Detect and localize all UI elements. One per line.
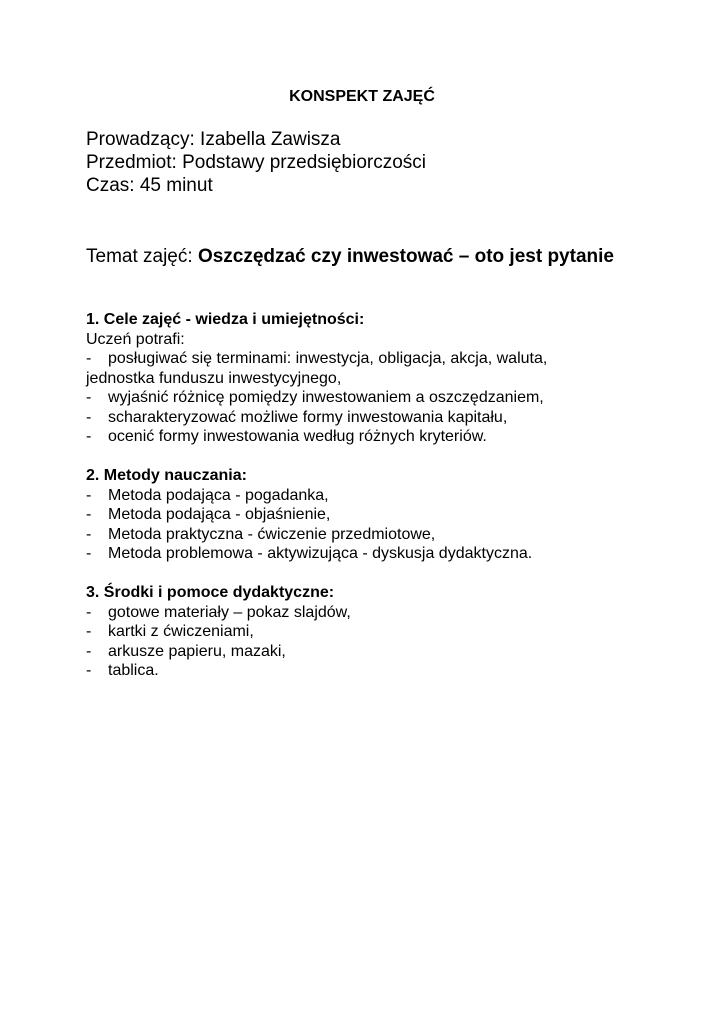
lesson-topic bbox=[86, 245, 614, 268]
list-item-text: Metoda podająca - objaśnienie, bbox=[108, 506, 331, 523]
list-item-text: gotowe materiały – pokaz slajdów, bbox=[108, 603, 351, 621]
list-item-text: scharakteryzować możliwe formy inwestowania kapitału, bbox=[108, 408, 508, 426]
list-item bbox=[86, 349, 547, 388]
list-item bbox=[86, 603, 351, 623]
list-item-text: wyjaśnić różnicę pomiędzy inwestowaniem a oszczędzaniem, bbox=[108, 389, 544, 406]
bullet-dash: - bbox=[86, 506, 92, 523]
section-intro: Uczeń potrafi: bbox=[86, 330, 185, 348]
list-item-continuation: jednostka funduszu inwestycyjnego, bbox=[86, 369, 342, 387]
bullet-dash: - bbox=[86, 545, 92, 562]
teacher-line: Prowadzący: Izabella Zawisza bbox=[86, 129, 341, 150]
section-heading: 3. Środki i pomoce dydaktyczne: bbox=[86, 584, 335, 601]
bullet-dash: - bbox=[86, 428, 92, 445]
time-line: Czas: 45 minut bbox=[86, 175, 213, 196]
bullet-dash: - bbox=[86, 603, 92, 621]
list-item bbox=[86, 408, 547, 428]
list-item bbox=[86, 622, 351, 642]
bullet-dash: - bbox=[86, 525, 92, 543]
lesson-meta bbox=[86, 128, 426, 197]
list-item-text: Metoda problemowa - aktywizująca - dyskusja dydaktyczna. bbox=[108, 545, 533, 562]
bullet-dash: - bbox=[86, 486, 92, 504]
bullet-dash: - bbox=[86, 350, 92, 367]
list-item bbox=[86, 505, 532, 525]
list-item bbox=[86, 486, 532, 506]
list-item-text: Metoda praktyczna - ćwiczenie przedmiotowe, bbox=[108, 525, 436, 543]
bullet-dash: - bbox=[86, 408, 92, 426]
section-methods bbox=[86, 466, 532, 564]
topic-label: Temat zajęć: bbox=[86, 246, 198, 267]
aids-list bbox=[86, 603, 351, 681]
section-goals bbox=[86, 310, 547, 447]
subject-line: Przedmiot: Podstawy przedsiębiorczości bbox=[86, 152, 427, 173]
list-item-text: tablica. bbox=[108, 662, 159, 679]
document-title: KONSPEKT ZAJĘĆ bbox=[289, 88, 435, 105]
list-item-text: kartki z ćwiczeniami, bbox=[108, 623, 254, 640]
list-item bbox=[86, 661, 351, 681]
list-item-text: arkusze papieru, mazaki, bbox=[108, 642, 286, 660]
list-item bbox=[86, 642, 351, 662]
list-item bbox=[86, 525, 532, 545]
bullet-dash: - bbox=[86, 642, 92, 660]
section-heading: 1. Cele zajęć - wiedza i umiejętności: bbox=[86, 311, 365, 328]
section-aids bbox=[86, 583, 351, 681]
bullet-dash: - bbox=[86, 623, 92, 640]
list-item-text: ocenić formy inwestowania według różnych kryteriów. bbox=[108, 428, 487, 445]
goals-list bbox=[86, 349, 547, 447]
bullet-dash: - bbox=[86, 389, 92, 406]
list-item-text: posługiwać się terminami: inwestycja, obligacja, akcja, waluta, bbox=[108, 350, 548, 367]
methods-list bbox=[86, 486, 532, 564]
list-item bbox=[86, 427, 547, 447]
list-item-text: Metoda podająca - pogadanka, bbox=[108, 486, 329, 504]
bullet-dash: - bbox=[86, 662, 92, 679]
list-item bbox=[86, 388, 547, 408]
list-item bbox=[86, 544, 532, 564]
section-heading: 2. Metody nauczania: bbox=[86, 467, 247, 484]
topic-value: Oszczędzać czy inwestować – oto jest pytanie bbox=[197, 246, 614, 267]
